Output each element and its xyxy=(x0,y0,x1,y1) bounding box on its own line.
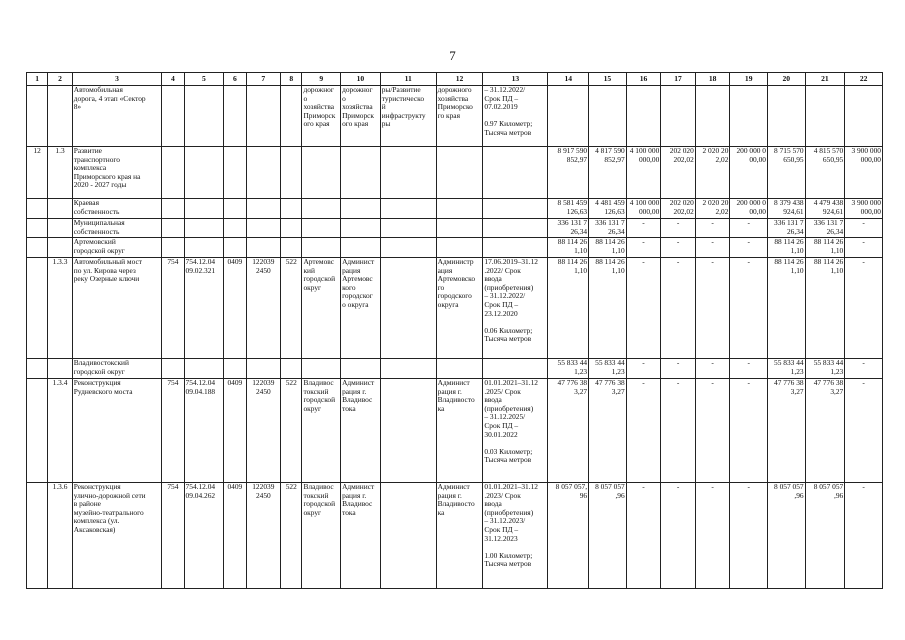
cell-budget-total: 47 776 38 3,27 xyxy=(768,379,806,483)
cell-program xyxy=(380,238,436,258)
cell-vr xyxy=(281,219,302,238)
cell-section: 0409 xyxy=(224,379,246,483)
cell-section: 0409 xyxy=(224,483,246,589)
cell-vr xyxy=(281,199,302,219)
cell-grbs: 754 xyxy=(162,379,184,483)
column-header: 4 xyxy=(162,73,184,86)
cell-target-article: 754.12.04 09.04.188 xyxy=(184,379,224,483)
cell-period xyxy=(483,219,548,238)
cell-name: Краевая собственность xyxy=(72,199,161,219)
cell-funds-total: 4 481 459 126,63 xyxy=(589,199,627,219)
cell-grbs xyxy=(162,359,184,379)
cell-cs-code xyxy=(246,199,281,219)
cell-budget-2: 88 114 26 1,10 xyxy=(805,258,845,359)
cell-grbs xyxy=(162,219,184,238)
cell-grbs xyxy=(162,86,184,147)
cell-budget-3 xyxy=(845,86,883,147)
cell-year-4: - xyxy=(730,359,768,379)
cell-funds-total: 47 776 38 3,27 xyxy=(589,379,627,483)
cell-executor xyxy=(436,219,483,238)
cell-code xyxy=(48,199,72,219)
cell-vr xyxy=(281,238,302,258)
cell-row-number xyxy=(27,258,48,359)
cell-budget-total: 336 131 7 26,34 xyxy=(768,219,806,238)
cell-name: Развитие транспортного комплекса Приморского края на 2020 - 2027 годы xyxy=(72,147,161,199)
cell-year-1: - xyxy=(626,219,661,238)
cell-row-number xyxy=(27,86,48,147)
cell-total-cost: 336 131 7 26,34 xyxy=(548,219,589,238)
cell-year-4: 200 000 0 00,00 xyxy=(730,147,768,199)
cell-territory: Владивос токский городской округ xyxy=(302,483,341,589)
column-header: 16 xyxy=(626,73,661,86)
cell-vr xyxy=(281,147,302,199)
cell-program xyxy=(380,147,436,199)
cell-cs-code xyxy=(246,359,281,379)
column-header: 21 xyxy=(805,73,845,86)
cell-total-cost: 47 776 38 3,27 xyxy=(548,379,589,483)
cell-year-3: 2 020 20 2,02 xyxy=(695,147,730,199)
cell-year-4: 200 000 0 00,00 xyxy=(730,199,768,219)
cell-year-2: - xyxy=(661,258,696,359)
cell-budget-2: 4 815 570 650,95 xyxy=(805,147,845,199)
cell-total-cost: 8 057 057, 96 xyxy=(548,483,589,589)
cell-total-cost: 8 581 459 126,63 xyxy=(548,199,589,219)
cell-row-number xyxy=(27,199,48,219)
column-header: 7 xyxy=(246,73,281,86)
cell-period: 01.01.2021–31.12 .2023/ Срок ввода (приобретения) – 31.12.2023/ Срок ПД – 31.12.2023 1.00 Километр; Тысяча метров xyxy=(483,483,548,589)
cell-territory xyxy=(302,238,341,258)
column-header: 19 xyxy=(730,73,768,86)
cell-executor xyxy=(436,238,483,258)
cell-year-1: 4 100 000 000,00 xyxy=(626,199,661,219)
cell-code: 1.3.3 xyxy=(48,258,72,359)
cell-budget-3: 3 900 000 000,00 xyxy=(845,147,883,199)
cell-executor xyxy=(436,199,483,219)
cell-year-3 xyxy=(695,86,730,147)
cell-funds-total: 4 817 590 852,97 xyxy=(589,147,627,199)
cell-program xyxy=(380,199,436,219)
cell-name: Автомобильная дорога, 4 этап «Сектор 8» xyxy=(72,86,161,147)
cell-budget-2: 336 131 7 26,34 xyxy=(805,219,845,238)
cell-budget-3: - xyxy=(845,219,883,238)
cell-name: Владивостокский городской округ xyxy=(72,359,161,379)
cell-territory xyxy=(302,199,341,219)
cell-customer xyxy=(341,147,381,199)
cell-total-cost: 88 114 26 1,10 xyxy=(548,258,589,359)
cell-budget-2: 8 057 057 ,96 xyxy=(805,483,845,589)
cell-funds-total: 88 114 26 1,10 xyxy=(589,238,627,258)
cell-funds-total: 336 131 7 26,34 xyxy=(589,219,627,238)
cell-cs-code: 122039 2450 xyxy=(246,258,281,359)
cell-row-number xyxy=(27,483,48,589)
cell-vr: 522 xyxy=(281,258,302,359)
table-header-row xyxy=(27,73,883,86)
cell-period xyxy=(483,147,548,199)
cell-year-2: - xyxy=(661,238,696,258)
cell-year-1 xyxy=(626,86,661,147)
cell-budget-total: 88 114 26 1,10 xyxy=(768,238,806,258)
cell-period: 01.01.2021–31.12 .2025/ Срок ввода (приобретения) – 31.12.2025/ Срок ПД – 30.01.2022 0.03 Километр; Тысяча метров xyxy=(483,379,548,483)
cell-program xyxy=(380,379,436,483)
cell-total-cost: 55 833 44 1,23 xyxy=(548,359,589,379)
cell-budget-3: - xyxy=(845,483,883,589)
table-row xyxy=(27,359,883,379)
cell-vr xyxy=(281,359,302,379)
cell-target-article xyxy=(184,86,224,147)
column-header: 11 xyxy=(380,73,436,86)
cell-year-1: - xyxy=(626,238,661,258)
cell-program xyxy=(380,483,436,589)
cell-territory xyxy=(302,219,341,238)
cell-cs-code xyxy=(246,86,281,147)
cell-cs-code xyxy=(246,219,281,238)
cell-section xyxy=(224,359,246,379)
cell-target-article: 754.12.04 09.02.321 xyxy=(184,258,224,359)
cell-budget-3: - xyxy=(845,359,883,379)
column-header: 5 xyxy=(184,73,224,86)
cell-executor: Админист рация г. Владивосто ка xyxy=(436,483,483,589)
cell-name: Реконструкция Рудневского моста xyxy=(72,379,161,483)
column-header: 1 xyxy=(27,73,48,86)
cell-year-2: - xyxy=(661,379,696,483)
cell-year-2: 202 020 202,02 xyxy=(661,147,696,199)
column-header: 18 xyxy=(695,73,730,86)
cell-row-number xyxy=(27,238,48,258)
cell-executor xyxy=(436,147,483,199)
cell-section: 0409 xyxy=(224,258,246,359)
cell-target-article: 754.12.04 09.04.262 xyxy=(184,483,224,589)
cell-year-3: - xyxy=(695,258,730,359)
cell-code xyxy=(48,86,72,147)
cell-target-article xyxy=(184,147,224,199)
cell-target-article xyxy=(184,359,224,379)
cell-territory: Артемовс кий городской округ xyxy=(302,258,341,359)
cell-period: – 31.12.2022/ Срок ПД – 07.02.2019 0.97 Километр; Тысяча метров xyxy=(483,86,548,147)
cell-section xyxy=(224,219,246,238)
cell-program xyxy=(380,359,436,379)
column-header: 3 xyxy=(72,73,161,86)
cell-year-4: - xyxy=(730,379,768,483)
cell-year-1: - xyxy=(626,483,661,589)
cell-budget-total: 88 114 26 1,10 xyxy=(768,258,806,359)
page-number: 7 xyxy=(449,48,456,63)
cell-section xyxy=(224,199,246,219)
cell-budget-3: - xyxy=(845,379,883,483)
cell-budget-total: 8 057 057 ,96 xyxy=(768,483,806,589)
cell-name: Реконструкция улично-дорожной сети в районе музейно-театрального комплекса (ул. Аксаковская) xyxy=(72,483,161,589)
cell-year-4 xyxy=(730,86,768,147)
cell-year-3: - xyxy=(695,483,730,589)
cell-budget-2: 4 479 438 924,61 xyxy=(805,199,845,219)
cell-vr: 522 xyxy=(281,379,302,483)
cell-customer xyxy=(341,238,381,258)
cell-territory xyxy=(302,359,341,379)
cell-grbs: 754 xyxy=(162,258,184,359)
cell-cs-code: 122039 2450 xyxy=(246,379,281,483)
cell-budget-3: - xyxy=(845,258,883,359)
cell-year-1: - xyxy=(626,359,661,379)
column-header: 8 xyxy=(281,73,302,86)
column-header: 20 xyxy=(768,73,806,86)
cell-code: 1.3.4 xyxy=(48,379,72,483)
cell-year-1: - xyxy=(626,258,661,359)
cell-year-3: 2 020 20 2,02 xyxy=(695,199,730,219)
table-row xyxy=(27,147,883,199)
table-row xyxy=(27,379,883,483)
cell-customer: Админист рация Артемовс кого городског о округа xyxy=(341,258,381,359)
cell-year-4: - xyxy=(730,238,768,258)
column-header: 15 xyxy=(589,73,627,86)
cell-code: 1.3 xyxy=(48,147,72,199)
cell-budget-total xyxy=(768,86,806,147)
cell-territory: дорожног о хозяйства Приморск ого края xyxy=(302,86,341,147)
column-header: 17 xyxy=(661,73,696,86)
cell-budget-2: 88 114 26 1,10 xyxy=(805,238,845,258)
cell-budget-total: 8 379 438 924,61 xyxy=(768,199,806,219)
cell-row-number: 12 xyxy=(27,147,48,199)
cell-budget-2: 47 776 38 3,27 xyxy=(805,379,845,483)
cell-year-2 xyxy=(661,86,696,147)
cell-name: Автомобильный мост по ул. Кирова через реку Озерные ключи xyxy=(72,258,161,359)
cell-customer: Админист рация г. Владивос тока xyxy=(341,379,381,483)
column-header: 13 xyxy=(483,73,548,86)
cell-year-2: - xyxy=(661,219,696,238)
column-header: 9 xyxy=(302,73,341,86)
cell-row-number xyxy=(27,359,48,379)
cell-executor: дорожного хозяйства Приморско го края xyxy=(436,86,483,147)
cell-budget-total: 8 715 570 650,95 xyxy=(768,147,806,199)
cell-year-1: - xyxy=(626,379,661,483)
cell-section xyxy=(224,238,246,258)
cell-customer xyxy=(341,359,381,379)
table-row xyxy=(27,199,883,219)
cell-program xyxy=(380,219,436,238)
cell-grbs xyxy=(162,238,184,258)
column-header: 6 xyxy=(224,73,246,86)
cell-vr: 522 xyxy=(281,483,302,589)
cell-year-2: - xyxy=(661,359,696,379)
cell-customer xyxy=(341,199,381,219)
cell-cs-code xyxy=(246,147,281,199)
cell-year-2: 202 020 202,02 xyxy=(661,199,696,219)
cell-customer: Админист рация г. Владивос тока xyxy=(341,483,381,589)
cell-period xyxy=(483,238,548,258)
column-header: 12 xyxy=(436,73,483,86)
cell-row-number xyxy=(27,219,48,238)
cell-year-3: - xyxy=(695,379,730,483)
cell-territory xyxy=(302,147,341,199)
cell-target-article xyxy=(184,219,224,238)
cell-funds-total: 55 833 44 1,23 xyxy=(589,359,627,379)
cell-budget-3: 3 900 000 000,00 xyxy=(845,199,883,219)
cell-customer xyxy=(341,219,381,238)
table-row xyxy=(27,219,883,238)
cell-executor xyxy=(436,359,483,379)
cell-period xyxy=(483,359,548,379)
table-row xyxy=(27,258,883,359)
cell-row-number xyxy=(27,379,48,483)
cell-target-article xyxy=(184,238,224,258)
cell-grbs: 754 xyxy=(162,483,184,589)
cell-year-3: - xyxy=(695,359,730,379)
cell-target-article xyxy=(184,199,224,219)
cell-name: Артемовский городской округ xyxy=(72,238,161,258)
cell-section xyxy=(224,86,246,147)
cell-year-3: - xyxy=(695,219,730,238)
cell-year-4: - xyxy=(730,483,768,589)
cell-total-cost: 88 114 26 1,10 xyxy=(548,238,589,258)
cell-period xyxy=(483,199,548,219)
cell-vr xyxy=(281,86,302,147)
cell-program: ры/Развитие туристическо й инфраструкту ры xyxy=(380,86,436,147)
cell-funds-total xyxy=(589,86,627,147)
cell-budget-2: 55 833 44 1,23 xyxy=(805,359,845,379)
cell-executor: Администр ация Артемовско го городского округа xyxy=(436,258,483,359)
cell-budget-2 xyxy=(805,86,845,147)
cell-year-1: 4 100 000 000,00 xyxy=(626,147,661,199)
cell-budget-total: 55 833 44 1,23 xyxy=(768,359,806,379)
cell-year-2: - xyxy=(661,483,696,589)
cell-code xyxy=(48,238,72,258)
cell-funds-total: 8 057 057 ,96 xyxy=(589,483,627,589)
cell-cs-code xyxy=(246,238,281,258)
cell-name: Муниципальная собственность xyxy=(72,219,161,238)
cell-year-3: - xyxy=(695,238,730,258)
cell-grbs xyxy=(162,147,184,199)
cell-period: 17.06.2019–31.12 .2022/ Срок ввода (приобретения) – 31.12.2022/ Срок ПД – 23.12.2020 0.06 Километр; Тысяча метров xyxy=(483,258,548,359)
budget-table xyxy=(26,72,883,589)
table-row xyxy=(27,86,883,147)
column-header: 22 xyxy=(845,73,883,86)
cell-year-4: - xyxy=(730,219,768,238)
cell-executor: Админист рация г. Владивосто ка xyxy=(436,379,483,483)
cell-budget-3: - xyxy=(845,238,883,258)
cell-code xyxy=(48,219,72,238)
cell-funds-total: 88 114 26 1,10 xyxy=(589,258,627,359)
cell-total-cost: 8 917 590 852,97 xyxy=(548,147,589,199)
cell-code: 1.3.6 xyxy=(48,483,72,589)
cell-territory: Владивос токский городской округ xyxy=(302,379,341,483)
cell-cs-code: 122039 2450 xyxy=(246,483,281,589)
column-header: 14 xyxy=(548,73,589,86)
cell-year-4: - xyxy=(730,258,768,359)
cell-code xyxy=(48,359,72,379)
cell-customer: дорожног о хозяйства Приморск ого края xyxy=(341,86,381,147)
column-header: 2 xyxy=(48,73,72,86)
cell-grbs xyxy=(162,199,184,219)
cell-section xyxy=(224,147,246,199)
table-row xyxy=(27,483,883,589)
column-header: 10 xyxy=(341,73,381,86)
cell-total-cost xyxy=(548,86,589,147)
table-row xyxy=(27,238,883,258)
cell-program xyxy=(380,258,436,359)
